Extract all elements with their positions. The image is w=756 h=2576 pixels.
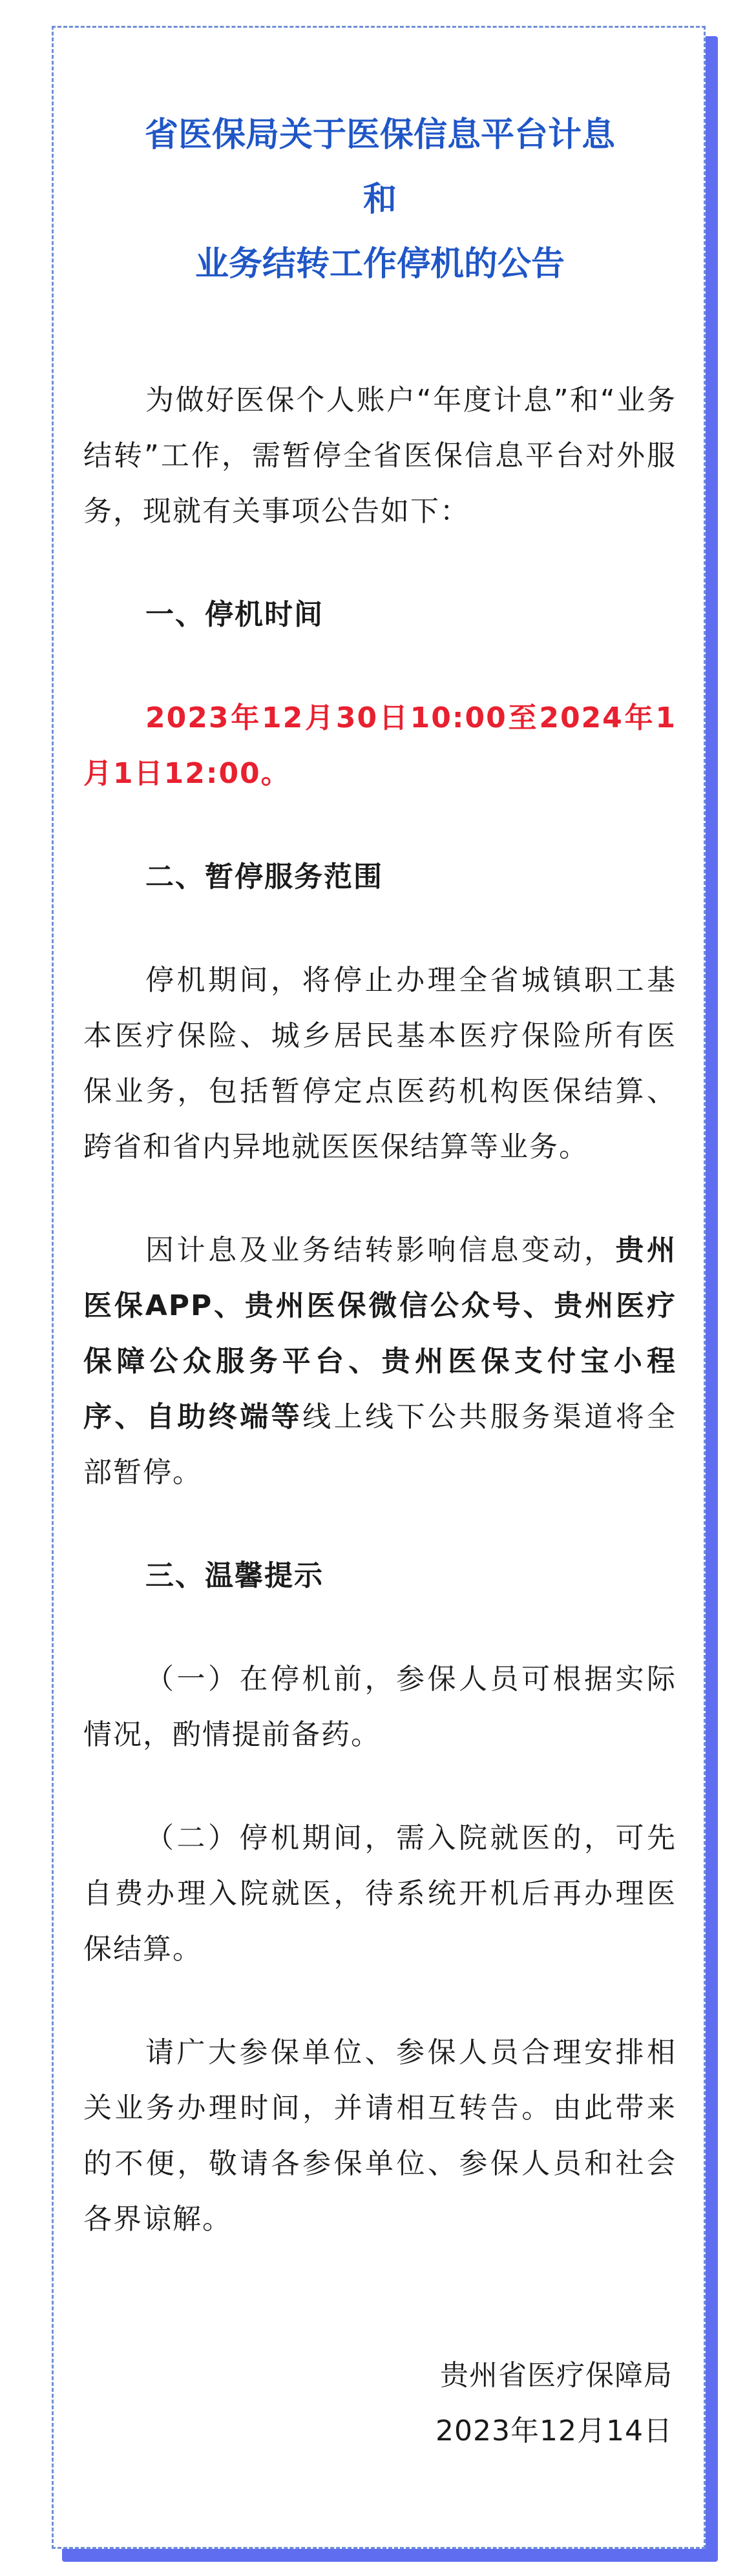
- section-heading-shutdown-time: 一、停机时间: [145, 598, 324, 631]
- shutdown-time-range: 2023年12月30日10:00至2024年1月1日12:00。: [83, 701, 677, 790]
- announcement-card: [52, 26, 706, 2549]
- channels-lead-text: 因计息及业务结转影响信息变动，: [145, 1234, 616, 1267]
- channels-list: 贵州医保APP、贵州医保微信公众号、贵州医疗保障公众服务平台、贵州医保支付宝小程序、自助终端等: [83, 1234, 677, 1433]
- signature-block: [83, 2348, 677, 2459]
- tip-1: （一）在停机前，参保人员可根据实际情况，酌情提前备药。: [83, 1663, 677, 1751]
- channels-paragraph: [83, 1223, 677, 1501]
- closing-paragraph: 请广大参保单位、参保人员合理安排相关业务办理时间，并请相互转告。由此带来的不便，敬请各参保单位、参保人员和社会各界谅解。: [83, 2036, 677, 2236]
- title-line-1: 省医保局关于医保信息平台计息: [144, 116, 615, 154]
- tip-2: （二）停机期间，需入院就医的，可先自费办理入院就医，待系统开机后再办理医保结算。: [83, 1822, 677, 1966]
- section-heading-tips: 三、温馨提示: [145, 1559, 324, 1592]
- title-line-3: 业务结转工作停机的公告: [194, 245, 565, 284]
- page-title: [83, 103, 677, 296]
- announcement-content: [83, 103, 677, 2459]
- section-heading-service-scope: 二、暂停服务范围: [145, 860, 383, 893]
- channels-tail-text: 线上线下公共服务渠道将全部暂停。: [83, 1400, 677, 1489]
- service-scope-paragraph: 停机期间，将停止办理全省城镇职工基本医疗保险、城乡居民基本医疗保险所有医保业务，包括暂停定点医药机构医保结算、跨省和省内异地就医医保结算等业务。: [83, 964, 677, 1163]
- title-line-2: 和: [362, 180, 397, 219]
- signature-org: 贵州省医疗保障局: [440, 2359, 673, 2392]
- signature-date: 2023年12月14日: [436, 2415, 673, 2447]
- intro-paragraph: 为做好医保个人账户“年度计息”和“业务结转”工作，需暂停全省医保信息平台对外服务，现就有关事项公告如下：: [83, 384, 677, 528]
